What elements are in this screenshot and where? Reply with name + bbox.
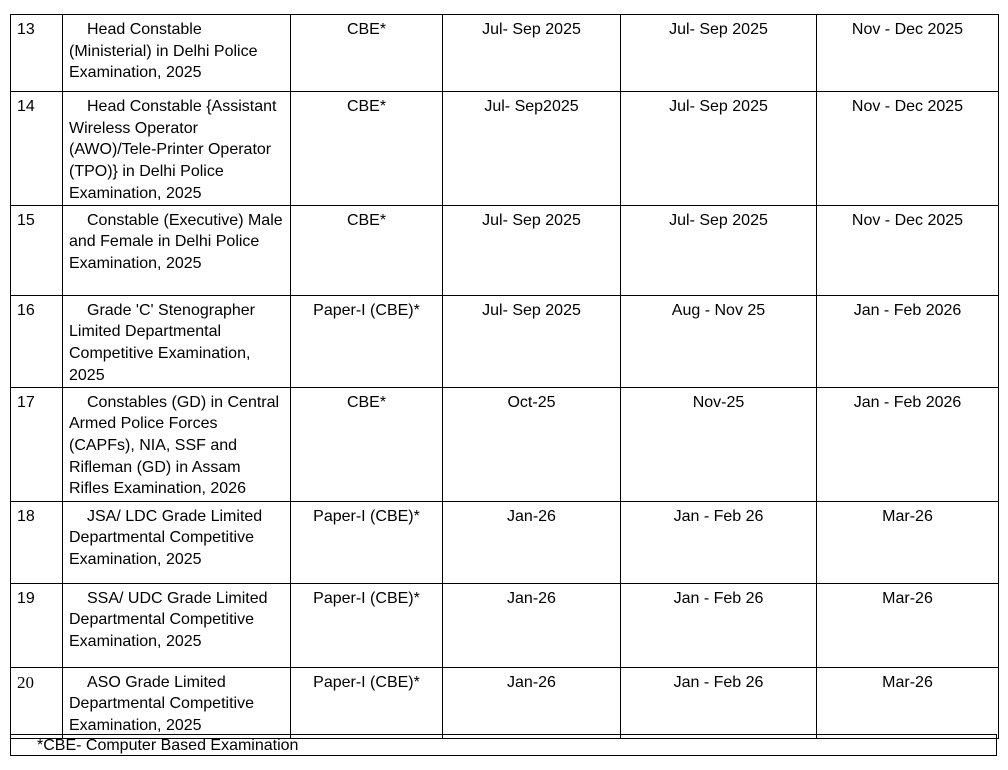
exam-mode: CBE*: [291, 15, 443, 92]
date-col-5: Mar-26: [817, 501, 999, 583]
table-row: [11, 387, 999, 501]
date-col-3: Jan-26: [443, 501, 621, 583]
exam-mode: CBE*: [291, 205, 443, 295]
exam-name: SSA/ UDC Grade Limited Departmental Competitive Examination, 2025: [63, 583, 291, 667]
serial-number: 19: [11, 583, 63, 667]
serial-number: 14: [11, 92, 63, 206]
serial-number: 17: [11, 387, 63, 501]
table-row: [11, 205, 999, 295]
exam-mode: CBE*: [291, 92, 443, 206]
exam-name: JSA/ LDC Grade Limited Departmental Competitive Examination, 2025: [63, 501, 291, 583]
date-col-3: Jul- Sep2025: [443, 92, 621, 206]
date-col-5: Nov - Dec 2025: [817, 92, 999, 206]
exam-mode: Paper-I (CBE)*: [291, 501, 443, 583]
serial-number: 18: [11, 501, 63, 583]
exam-name: Head Constable {Assistant Wireless Operator (AWO)/Tele-Printer Operator (TPO)} in Delhi Police Examination, 2025: [63, 92, 291, 206]
date-col-3: Jan-26: [443, 667, 621, 738]
exam-mode: Paper-I (CBE)*: [291, 295, 443, 387]
serial-number: 20: [11, 667, 63, 738]
date-col-4: Jan - Feb 26: [621, 583, 817, 667]
exam-name: Constables (GD) in Central Armed Police Forces (CAPFs), NIA, SSF and Rifleman (GD) in Assam Rifles Examination, 2026: [63, 387, 291, 501]
date-col-5: Mar-26: [817, 667, 999, 738]
date-col-5: Mar-26: [817, 583, 999, 667]
exam-mode: Paper-I (CBE)*: [291, 583, 443, 667]
table-row: [11, 295, 999, 387]
table-row: [11, 583, 999, 667]
table-row: [11, 501, 999, 583]
table-row: [11, 15, 999, 92]
date-col-4: Jan - Feb 26: [621, 501, 817, 583]
date-col-3: Jul- Sep 2025: [443, 295, 621, 387]
date-col-4: Jul- Sep 2025: [621, 15, 817, 92]
date-col-3: Oct-25: [443, 387, 621, 501]
table-row: [11, 667, 999, 738]
table-row: [11, 92, 999, 206]
date-col-4: Jan - Feb 26: [621, 667, 817, 738]
date-col-4: Jul- Sep 2025: [621, 205, 817, 295]
date-col-3: Jan-26: [443, 583, 621, 667]
exam-name: Constable (Executive) Male and Female in Delhi Police Examination, 2025: [63, 205, 291, 295]
date-col-3: Jul- Sep 2025: [443, 15, 621, 92]
exam-schedule-table: [10, 14, 999, 739]
exam-mode: Paper-I (CBE)*: [291, 667, 443, 738]
date-col-3: Jul- Sep 2025: [443, 205, 621, 295]
date-col-4: Aug - Nov 25: [621, 295, 817, 387]
date-col-5: Nov - Dec 2025: [817, 15, 999, 92]
exam-name: ASO Grade Limited Departmental Competitive Examination, 2025: [63, 667, 291, 738]
serial-number: 13: [11, 15, 63, 92]
serial-number: 16: [11, 295, 63, 387]
serial-number: 15: [11, 205, 63, 295]
date-col-4: Jul- Sep 2025: [621, 92, 817, 206]
date-col-4: Nov-25: [621, 387, 817, 501]
date-col-5: Nov - Dec 2025: [817, 205, 999, 295]
date-col-5: Jan - Feb 2026: [817, 387, 999, 501]
footnote: *CBE- Computer Based Examination: [10, 734, 997, 756]
exam-mode: CBE*: [291, 387, 443, 501]
date-col-5: Jan - Feb 2026: [817, 295, 999, 387]
exam-name: Grade 'C' Stenographer Limited Departmental Competitive Examination, 2025: [63, 295, 291, 387]
exam-name: Head Constable (Ministerial) in Delhi Police Examination, 2025: [63, 15, 291, 92]
